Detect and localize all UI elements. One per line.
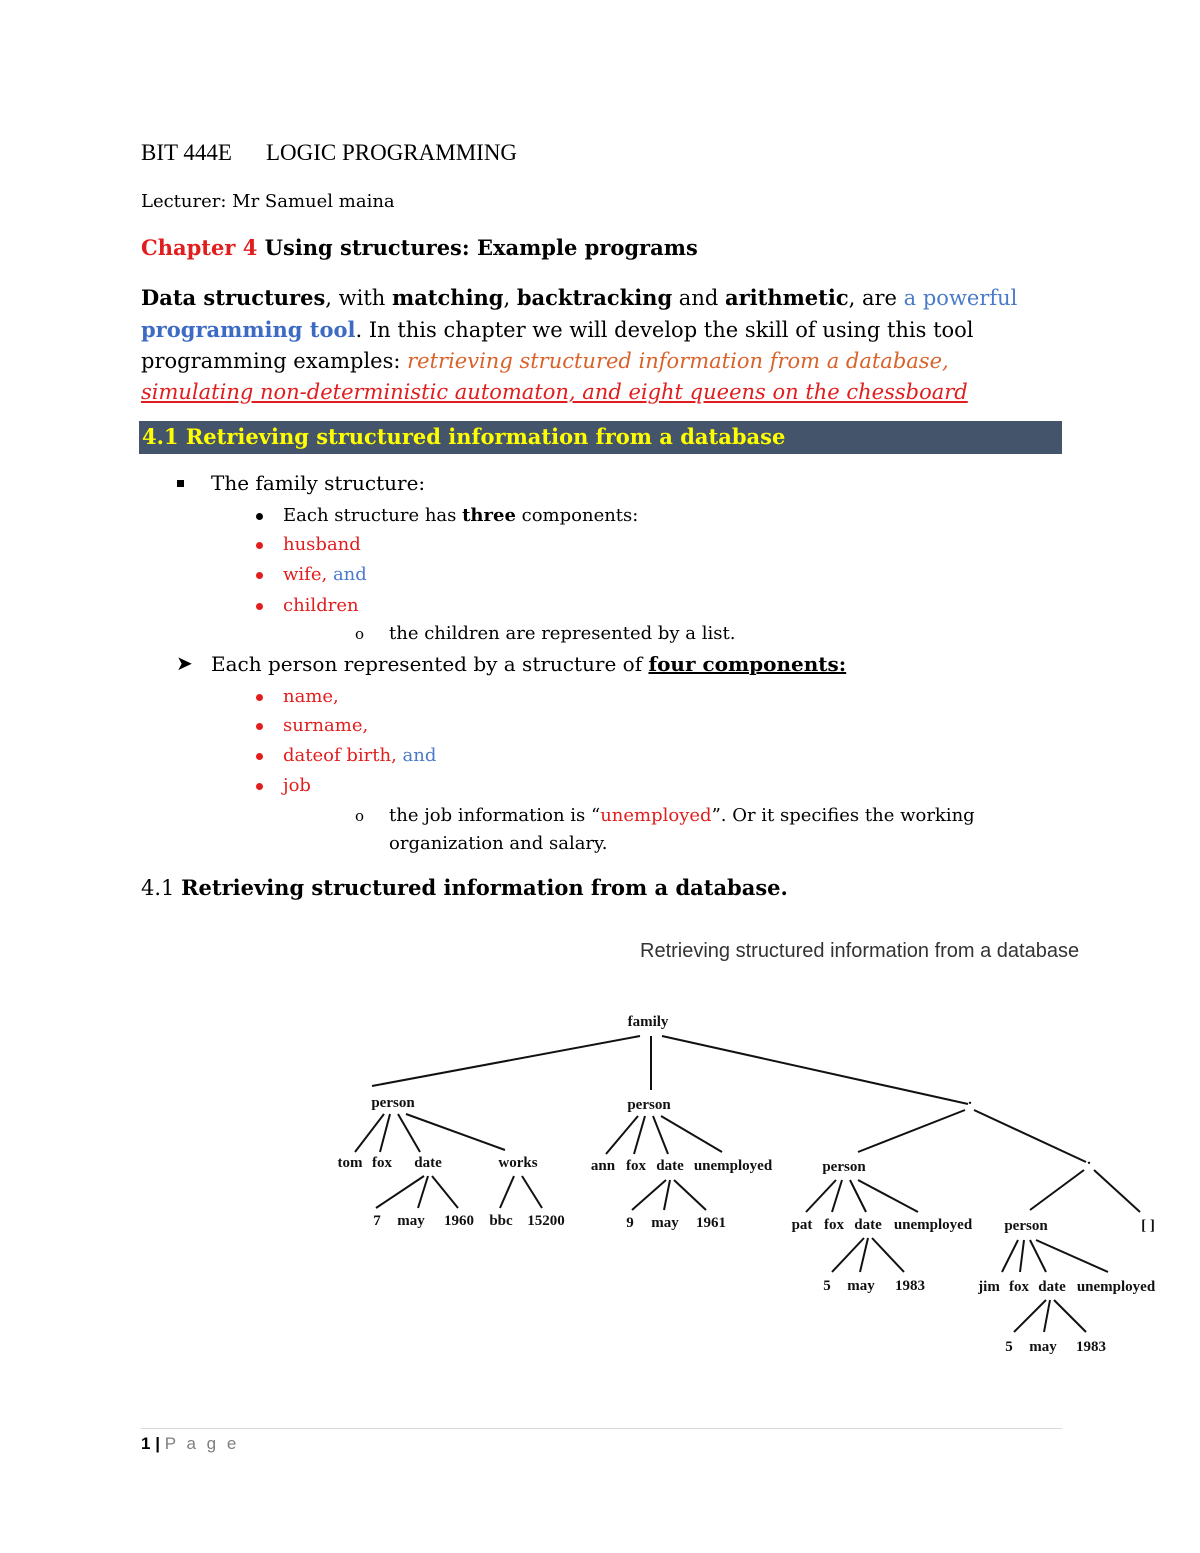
tree-labels xyxy=(338,1014,1156,1355)
edge xyxy=(432,1176,458,1208)
term-backtracking: backtracking xyxy=(516,285,673,310)
node-date: date xyxy=(854,1217,882,1233)
job-note-line2: organization and salary. xyxy=(389,833,608,854)
node-date: date xyxy=(414,1155,442,1171)
term-programming-tool: programming tool xyxy=(141,317,356,342)
page-footer xyxy=(141,1434,239,1454)
node-leaf: 1960 xyxy=(444,1213,474,1229)
node-person: person xyxy=(627,1097,671,1113)
page-number: 1 xyxy=(141,1434,151,1453)
term-powerful: a powerful xyxy=(903,286,1018,310)
node-nil: [ ] xyxy=(1141,1218,1155,1234)
circle-bullet-icon: o xyxy=(355,625,365,643)
item-husband: husband xyxy=(283,534,361,555)
edge xyxy=(858,1110,965,1152)
course-code: BIT 444E xyxy=(141,140,232,165)
edge xyxy=(860,1238,868,1272)
node-leaf: unemployed xyxy=(693,1158,773,1174)
intro-text: and xyxy=(672,286,725,310)
edge xyxy=(806,1180,836,1212)
intro-text: , xyxy=(503,286,517,310)
edge xyxy=(872,1238,904,1272)
node-leaf: 1983 xyxy=(1076,1339,1106,1355)
edge xyxy=(500,1176,514,1208)
footer-divider xyxy=(141,1428,1062,1429)
chapter-number: Chapter 4 xyxy=(141,235,258,260)
components-text-a: Each structure has xyxy=(283,505,463,526)
node-leaf: bbc xyxy=(489,1213,513,1229)
node-leaf: 5 xyxy=(1005,1339,1013,1355)
edge xyxy=(522,1176,542,1208)
figure-title: Retrieving structured information from a database xyxy=(640,940,1080,962)
chapter-title: Using structures: Example programs xyxy=(264,235,698,260)
edge xyxy=(664,1180,670,1210)
item-name: name, xyxy=(283,686,339,707)
person-intro-a: Each person represented by a structure of xyxy=(211,652,649,676)
edge xyxy=(606,1116,638,1154)
edge xyxy=(355,1114,384,1152)
node-leaf: 5 xyxy=(823,1278,831,1294)
term-arithmetic: arithmetic xyxy=(724,285,849,310)
node-leaf: jim xyxy=(978,1279,1000,1295)
node-person: person xyxy=(822,1159,866,1175)
item-job: job xyxy=(283,775,311,796)
course-title: LOGIC PROGRAMMING xyxy=(265,140,518,165)
circle-bullet-icon: o xyxy=(355,807,365,825)
node-leaf: 7 xyxy=(373,1213,381,1229)
job-note-a: the job information is “ xyxy=(389,805,601,826)
dob-word: dateof birth, xyxy=(283,745,397,766)
arrow-bullet-icon: ➤ xyxy=(176,651,193,675)
edge xyxy=(653,1116,668,1154)
node-family: family xyxy=(627,1014,669,1030)
edge xyxy=(634,1116,645,1154)
edge xyxy=(662,1036,968,1104)
unemployed-word: unemployed xyxy=(600,805,712,826)
section-banner-title: 4.1 Retrieving structured information from a database xyxy=(142,424,786,449)
edge xyxy=(832,1238,864,1272)
components-text-c: components: xyxy=(515,505,639,526)
section-number: 4.1 xyxy=(141,876,182,900)
item-surname: surname, xyxy=(283,715,369,736)
edge xyxy=(1054,1300,1086,1332)
components-three: three xyxy=(462,505,516,526)
node-leaf: tom xyxy=(337,1155,363,1171)
children-note: the children are represented by a list. xyxy=(389,623,736,644)
node-person: person xyxy=(371,1095,415,1111)
edge xyxy=(1014,1300,1046,1332)
node-leaf: may xyxy=(1029,1339,1057,1355)
intro-text: . In this chapter we will develop the skill of using this tool programming examples: xyxy=(141,318,974,373)
edge xyxy=(1036,1240,1108,1272)
node-leaf: 1983 xyxy=(895,1278,925,1294)
node-works: works xyxy=(498,1155,538,1171)
node-leaf: 15200 xyxy=(527,1213,565,1229)
edge xyxy=(406,1114,505,1150)
edge xyxy=(974,1110,1086,1162)
node-leaf: pat xyxy=(791,1217,813,1233)
node-leaf: fox xyxy=(372,1155,392,1171)
job-note-c: ”. Or it specifies the working xyxy=(711,805,975,826)
section-heading-text: Retrieving structured information from a database. xyxy=(181,875,788,900)
node-date: date xyxy=(1038,1279,1066,1295)
edge xyxy=(674,1180,706,1210)
four-components: four components: xyxy=(648,652,847,676)
example-database: retrieving structured information from a database, xyxy=(407,349,949,373)
footer-separator: | xyxy=(155,1434,160,1453)
edge xyxy=(632,1180,666,1210)
edge xyxy=(1020,1240,1024,1272)
node-leaf: may xyxy=(651,1215,679,1231)
node-leaf: fox xyxy=(1009,1279,1029,1295)
edge xyxy=(661,1116,722,1152)
edge xyxy=(1044,1300,1050,1332)
edge xyxy=(398,1114,420,1152)
page-word: P a g e xyxy=(164,1434,240,1453)
node-leaf: may xyxy=(397,1213,425,1229)
term-matching: matching xyxy=(391,285,504,310)
edge xyxy=(832,1180,842,1212)
edge xyxy=(380,1114,390,1152)
node-leaf: ann xyxy=(590,1158,616,1174)
and-word: and xyxy=(402,745,437,766)
intro-text: , with xyxy=(325,286,392,310)
edge xyxy=(1002,1240,1018,1272)
family-intro: The family structure: xyxy=(211,471,426,495)
intro-text: , are xyxy=(848,286,904,310)
node-list-dot: . xyxy=(1087,1152,1091,1168)
node-leaf: fox xyxy=(824,1217,844,1233)
node-leaf: 9 xyxy=(626,1215,634,1231)
lecturer-line: Lecturer: Mr Samuel maina xyxy=(141,191,395,212)
edge xyxy=(1030,1240,1046,1272)
edge xyxy=(418,1176,428,1208)
node-leaf: may xyxy=(847,1278,875,1294)
node-list-dot: . xyxy=(968,1092,972,1108)
wife-word: wife, xyxy=(283,564,328,585)
edge xyxy=(1094,1170,1140,1212)
edge xyxy=(372,1036,640,1086)
term-data-structures: Data structures xyxy=(141,285,326,310)
edge xyxy=(850,1180,866,1212)
node-date: date xyxy=(656,1158,684,1174)
node-leaf: unemployed xyxy=(893,1217,973,1233)
example-automaton: simulating non-deterministic automaton, and eight queens on the chessboard xyxy=(141,380,968,404)
edge xyxy=(376,1176,424,1208)
edge xyxy=(858,1180,918,1212)
node-person: person xyxy=(1004,1218,1048,1234)
node-leaf: 1961 xyxy=(696,1215,726,1231)
node-leaf: unemployed xyxy=(1076,1279,1156,1295)
edge xyxy=(1030,1170,1084,1210)
node-leaf: fox xyxy=(626,1158,646,1174)
and-word: and xyxy=(332,564,367,585)
item-children: children xyxy=(283,595,359,616)
